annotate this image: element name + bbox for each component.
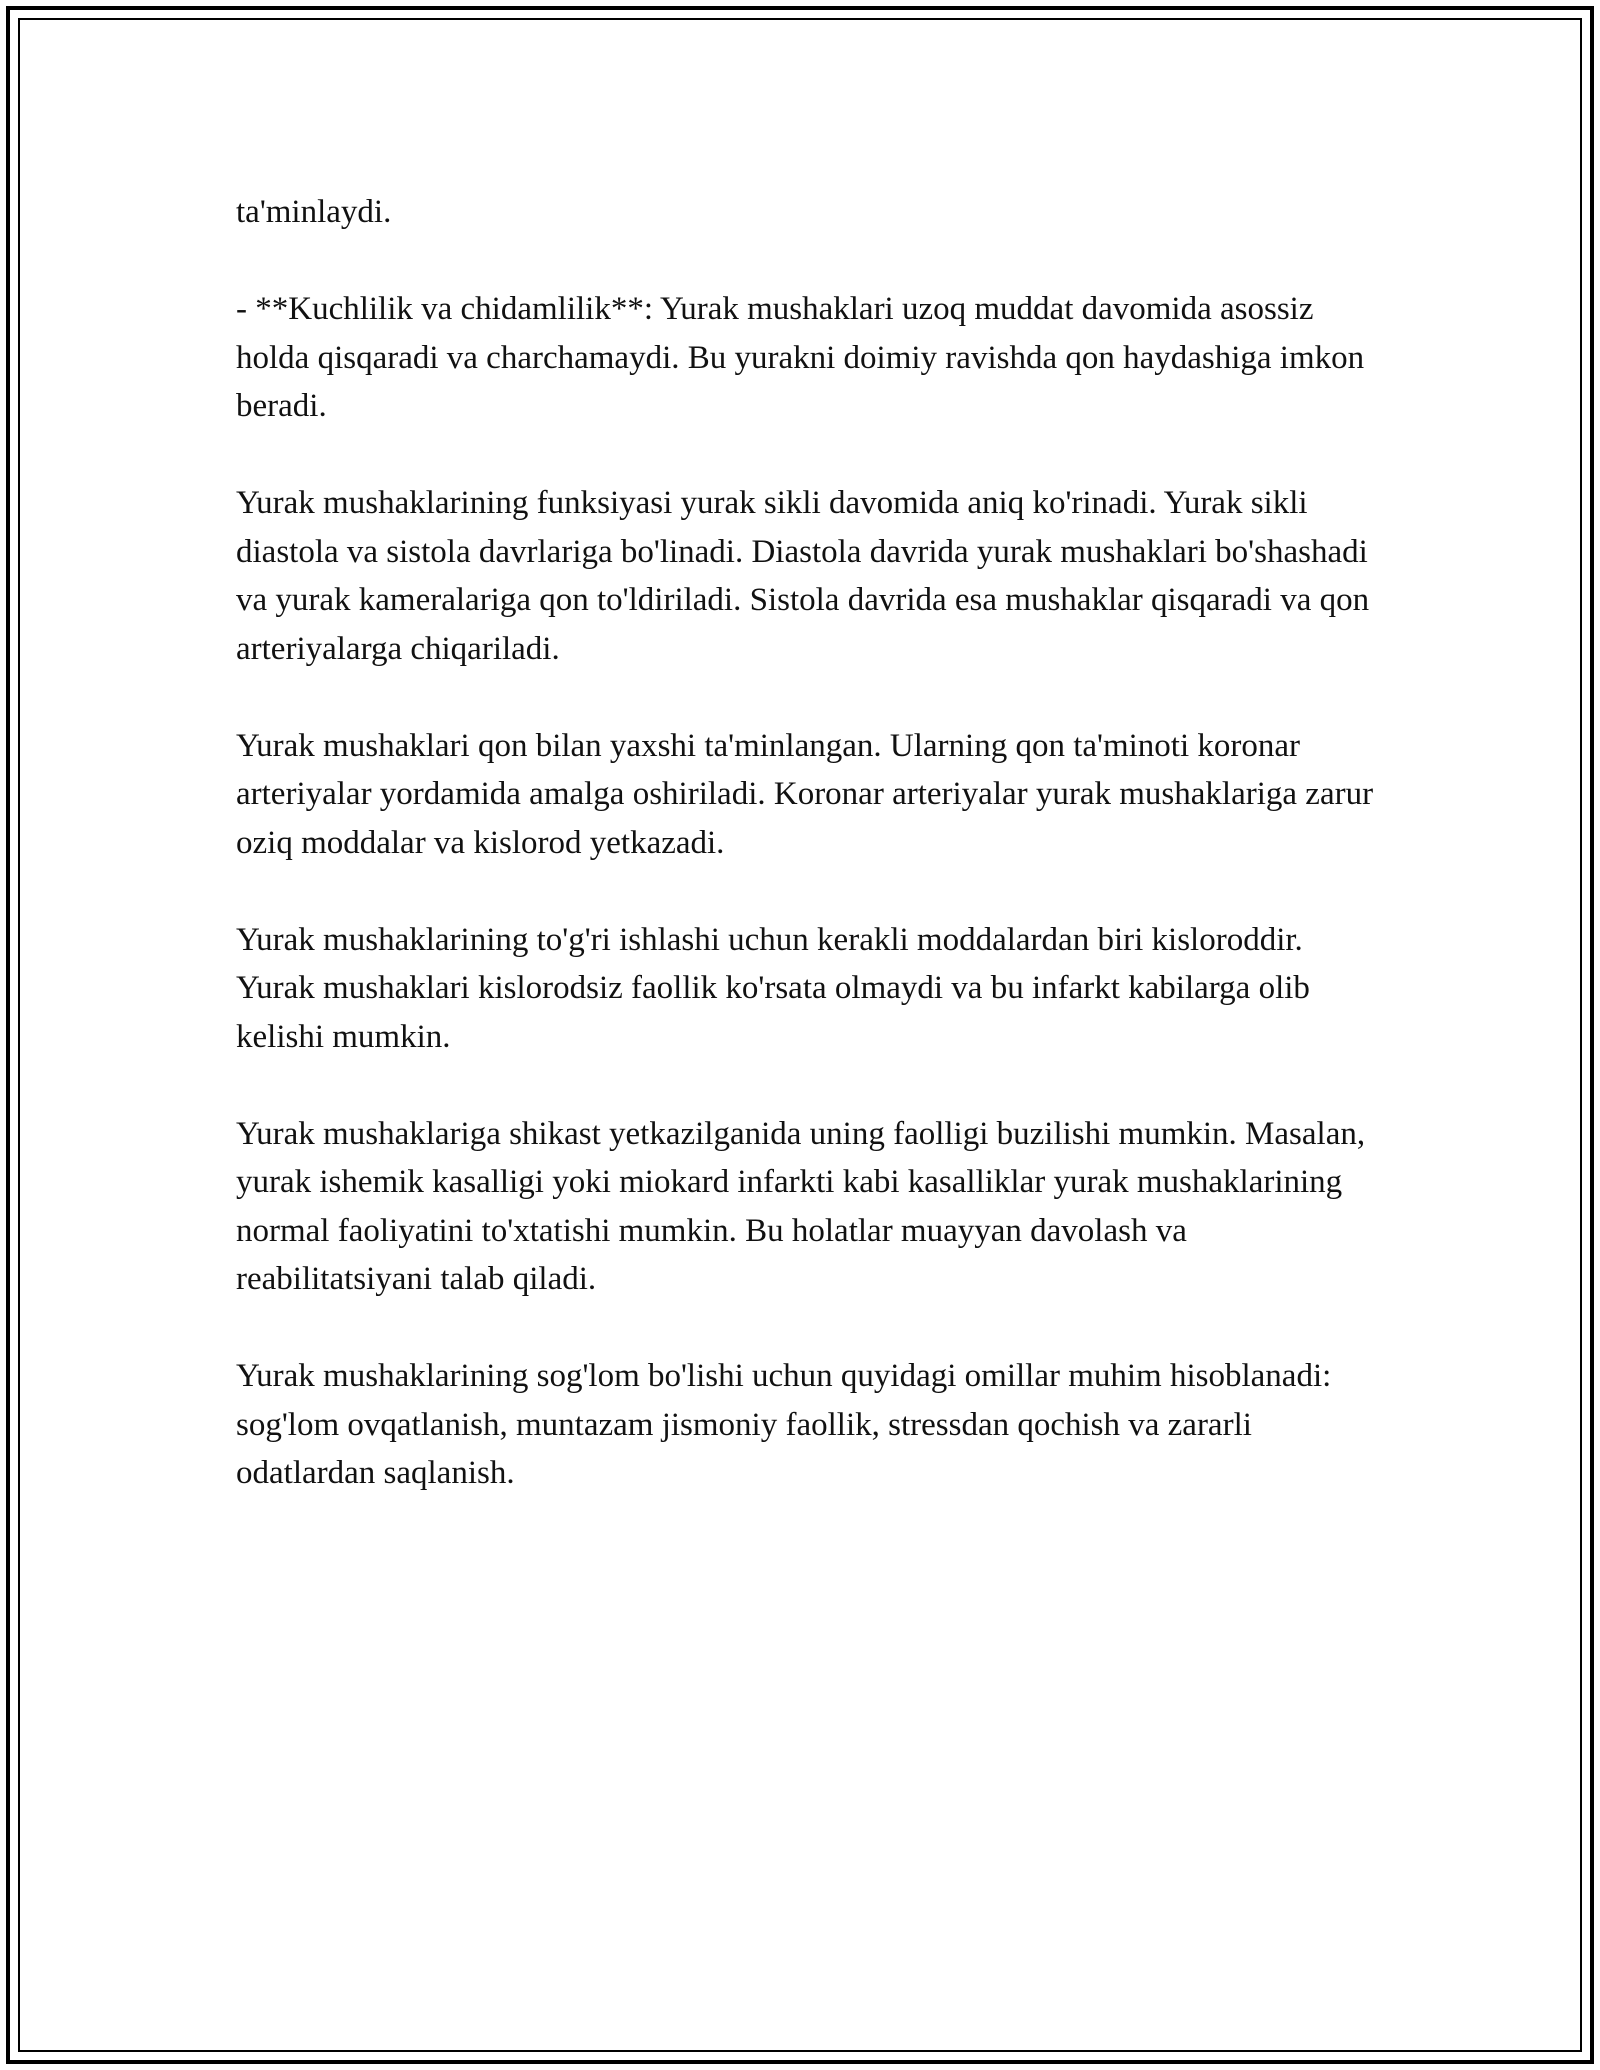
paragraph-oxygen: Yurak mushaklarining to'g'ri ishlashi uchun kerakli moddalardan biri kisloroddir. Yurak mushaklari kislorodsiz faollik ko'rsata olmaydi va bu infarkt kabilarga olib kelishi mumkin.	[236, 921, 1310, 1055]
paragraph-continuation: ta'minlaydi.	[236, 194, 392, 230]
paragraph-health-factors: Yurak mushaklarining sog'lom bo'lishi uchun quyidagi omillar muhim hisoblanadi: sog'lom ovqatlanish, muntazam jismoniy faollik, stressdan qochish va zararli odatlardan saqlanish.	[236, 1358, 1332, 1491]
document-body	[236, 188, 1386, 1546]
paragraph-blood-supply: Yurak mushaklari qon bilan yaxshi ta'minlangan. Ularning qon ta'minoti koronar arteriyalar yordamida amalga oshiriladi. Koronar arteriyalar yurak mushaklariga zarur oziq moddalar va kislorod yetkazadi.	[236, 727, 1374, 861]
paragraph-damage: Yurak mushaklariga shikast yetkazilganida uning faolligi buzilishi mumkin. Masalan, yurak ishemik kasalligi yoki miokard infarkti kabi kasalliklar yurak mushaklarining normal faoliyatini to'xtatishi mumkin. Bu holatlar muayyan davolash va reabilitatsiyani talab qiladi.	[236, 1115, 1366, 1297]
paragraph-cardiac-cycle: Yurak mushaklarining funksiyasi yurak sikli davomida aniq ko'rinadi. Yurak sikli diastola va sistola davrlariga bo'linadi. Diastola davrida yurak mushaklari bo'shashadi va yurak kameralariga qon to'ldiriladi. Sistola davrida esa mushaklar qisqaradi va qon arteriyalarga chiqariladi.	[236, 485, 1370, 667]
paragraph-strength-endurance: - **Kuchlilik va chidamlilik**: Yurak mushaklari uzoq muddat davomida asossiz holda qisqaradi va charchamaydi. Bu yurakni doimiy ravishda qon haydashiga imkon beradi.	[236, 291, 1365, 424]
